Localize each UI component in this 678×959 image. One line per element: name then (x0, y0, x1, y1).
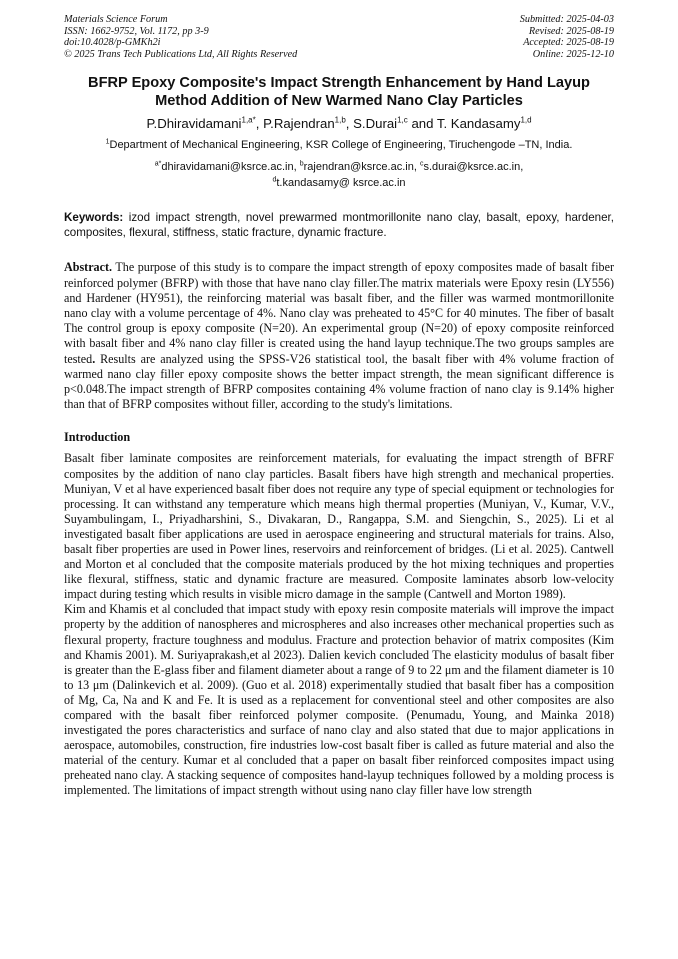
journal-name: Materials Science Forum (64, 14, 168, 25)
abstract (64, 260, 614, 412)
body-paragraph: Kim and Khamis et al concluded that impact study with epoxy resin composite materials will improve the impact property by the addition of nanospheres and microspheres and also increases other mechanical properties such as flexural property, fracture toughness and modulus. Fracture and protection behavior of matrix composites (Kim and Khamis 2001). M. Suriyaprakash,et al 2023). Dalien kevich concluded The elasticity modulus of basalt fiber is greater than the E-glass fiber and filament diameter about a range of 9 to 22 μm and the filament diameter is 10 to 13 μm (Dalinkevich et al. 2009). (Guo et al. 2018) experimentally studied that basalt fiber has a composition of Mg, Ca, Na and K and Fe. It is used as a replacement for conventional steel and other composites are also compared with the basalt fiber reinforced polymer composite. (Penumadu, Young, and Mainka 2018) investigated the pores characteristics and surface of nano clay and also stated that due to major applications in aerospace, automobiles, construction, fire industries low-cost basalt fiber is called as future material and also the material of the century. Kumar et al concluded that a paper on basalt fiber reinforced composites impact using preheated nano clay. A stacking sequence of composites hand-layup techniques followed by a molding process is implemented. The limitations of impact strength without using nano clay filler have low strength (64, 602, 614, 798)
affiliation (64, 139, 614, 151)
journal-copyright: © 2025 Trans Tech Publications Ltd, All Rights Reserved (64, 48, 298, 60)
paper-title: BFRP Epoxy Composite's Impact Strength Enhancement by Hand Layup Method Addition of New Warmed Nano Clay Particles (88, 75, 590, 110)
body-paragraph: Basalt fiber laminate composites are reinforcement materials, for evaluating the impact strength of BFRF composites by the addition of nano clay particles. Basalt fibers have high strength and mechanical properties. Muniyan, V et al have experienced basalt fiber does not require any type of special equipment or technologies for processing. It can withstand any temperature which means high thermal properties (Muniyan, V., Kumar, V.V., Suyambulingam, I., Priyadharshini, S., Divakaran, D., Rangappa, S.M. and Siengchin, S., 2025). Li et al investigated basalt fiber applications are used in aerospace engineering and structural materials for trains. Also, basalt fiber properties are used in Power lines, reservoirs and reinforcement of bridges. (Li et al. 2025). Cantwell and Morton et al concluded that the composite materials produced by the hot mixing techniques and properties like flexural, stiffness, static and dynamic fracture are measured. Composite laminates absorb low-velocity impact during testing which results in visible micro damage in the sample (Cantwell and Morton 1989). (64, 451, 614, 602)
author-list (64, 116, 614, 131)
author-separator: and (407, 116, 437, 132)
email-link[interactable]: s.durai@ksrce.ac.in, (423, 161, 524, 174)
keywords (64, 211, 614, 240)
author-affil-mark: 1,b (334, 115, 346, 125)
abstract-text: The purpose of this study is to compare the impact strength of epoxy composites made of basalt fiber reinforced polymer (BFRP) with those that have nano clay filler.The matrix materials were Epoxy resin (LY556) and Hardener (HY951), the reinforcing material was basalt fiber, and the filler was warmed montmorillonite nano clay with a volume percentage of 4%. Nano clay was preheated to 45°C for 40 minutes. The fiber of basalt The control group is epoxy composite (N=20). An experimental group (N=20) of epoxy composite reinforced with basalt fiber and 4% nano clay filler is created using the hand layup technique.The two groups samples are tested (64, 260, 615, 366)
author-affil-mark: 1,c (397, 115, 408, 125)
author-name: T. Kandasamy (436, 116, 521, 132)
publication-dates (520, 14, 614, 60)
email-mark: b (299, 160, 304, 168)
email-link[interactable]: rajendran@ksrce.ac.in, (303, 161, 420, 174)
date-online: Online: 2025-12-10 (532, 48, 614, 60)
affiliation-text: Department of Mechanical Engineering, KSR College of Engineering, Tiruchengode –TN, India. (109, 139, 573, 152)
keywords-label: Keywords: (64, 211, 124, 225)
keywords-text: izod impact strength, novel prewarmed montmorillonite nano clay, basalt, epoxy, hardener, composites, flexural, stiffness, static fracture, dynamic fracture. (64, 211, 614, 239)
author-affil-mark: 1,a* (241, 115, 256, 125)
abstract-label: Abstract. (64, 260, 113, 275)
email-link[interactable]: dhiravidamani@ksrce.ac.in, (161, 161, 300, 174)
section-heading-introduction: Introduction (64, 430, 131, 445)
author-name: S.Durai (353, 116, 398, 132)
date-revised: Revised: 2025-08-19 (528, 25, 614, 37)
author-name: P.Rajendran (263, 116, 335, 132)
email-mark: a* (154, 160, 162, 168)
email-mark: d (272, 176, 277, 184)
journal-doi: doi:10.4028/p-GMKh2i (64, 37, 161, 49)
email-mark: c (419, 160, 424, 168)
author-separator: , (255, 116, 264, 132)
date-accepted: Accepted: 2025-08-19 (523, 37, 614, 49)
abstract-bold-period: . (92, 351, 96, 366)
email-link[interactable]: t.kandasamy@ ksrce.ac.in (276, 177, 406, 190)
author-separator: , (345, 116, 354, 132)
author-name: P.Dhiravidamani (146, 116, 242, 132)
affiliation-mark: 1 (105, 138, 110, 146)
journal-issn: ISSN: 1662-9752, Vol. 1172, pp 3-9 (64, 25, 209, 37)
date-submitted: Submitted: 2025-04-03 (519, 14, 614, 25)
journal-header (64, 14, 614, 60)
abstract-text-continued: Results are analyzed using the SPSS-V26 statistical tool, the basalt fiber with 4% volume fraction of warmed nano clay filler epoxy composite shows the better impact strength, the mean significant difference is p<0.048.The impact strength of BFRP composites containing 4% volume fraction of nano clay is 9.14% higher than that of BFRP composites without filler, according to the study's limitations. (64, 351, 614, 412)
author-emails (64, 159, 614, 191)
journal-info (64, 14, 297, 60)
author-affil-mark: 1,d (520, 115, 532, 125)
